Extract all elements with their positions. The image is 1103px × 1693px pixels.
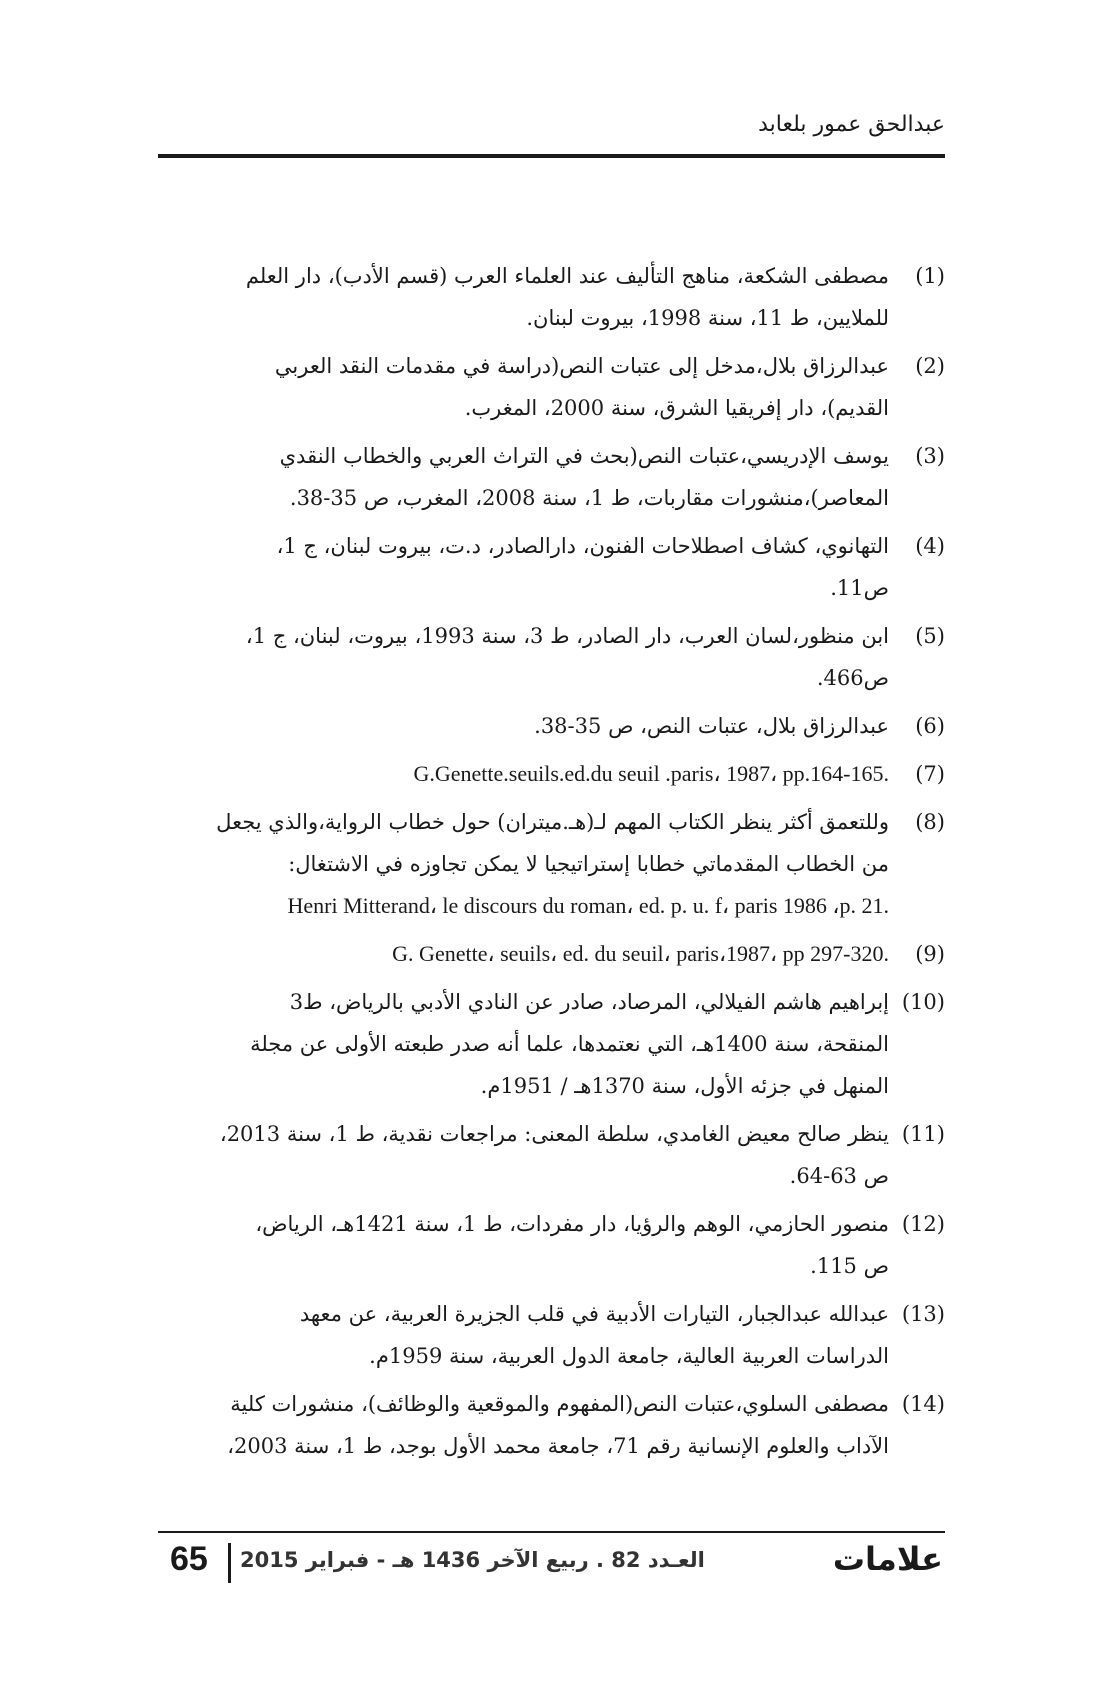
note-line-latin: Henri Mitterand، le discours du roman، ed. p. u. f، paris 1986 ،p. 21. — [287, 893, 889, 918]
note-13 — [158, 1293, 945, 1377]
note-line: المعاصر)،منشورات مقاربات، ط 1، سنة 2008، المغرب، ص 35-38. — [289, 486, 889, 510]
note-line: إبراهيم هاشم الفيلالي، المرصاد، صادر عن النادي الأدبي بالرياض، ط3 — [289, 990, 889, 1014]
note-line: منصور الحازمي، الوهم والرؤيا، دار مفردات، ط 1، سنة 1421هـ، الرياض، — [255, 1212, 889, 1236]
note-number: (14) — [901, 1392, 945, 1416]
note-line: عبدالله عبدالجبار، التيارات الأدبية في قلب الجزيرة العربية، عن معهد — [299, 1302, 889, 1326]
note-number: (11) — [901, 1122, 945, 1146]
note-line: ص 115. — [810, 1254, 889, 1278]
note-line: عبدالرزاق بلال،مدخل إلى عتبات النص(دراسة في مقدمات النقد العربي — [274, 354, 889, 378]
note-9 — [158, 933, 945, 975]
note-line: ص11. — [830, 576, 889, 600]
running-head-author: عبدالحق عمور بلعابد — [758, 112, 945, 137]
note-3 — [158, 435, 945, 519]
note-5 — [158, 615, 945, 699]
page-number: 65 — [170, 1540, 208, 1578]
note-1 — [158, 255, 945, 339]
note-7 — [158, 753, 945, 795]
header-rule — [158, 154, 945, 158]
footer-divider — [228, 1543, 231, 1583]
note-line: المنقحة، سنة 1400هـ، التي نعتمدها، علما أنه صدر طبعته الأولى عن مجلة — [250, 1032, 889, 1056]
note-line-latin: G.Genette.seuils.ed.du seuil .paris، 1987، pp.164-165. — [413, 761, 889, 786]
journal-logo: علامات — [832, 1540, 943, 1578]
note-number: (9) — [915, 942, 945, 966]
note-line-latin: G. Genette، seuils، ed. du seuil، paris،1987، pp 297-320. — [392, 941, 889, 966]
note-number: (5) — [915, 624, 945, 648]
note-line: للملايين، ط 11، سنة 1998، بيروت لبنان. — [526, 306, 889, 330]
note-number: (2) — [915, 354, 945, 378]
note-10 — [158, 981, 945, 1107]
note-line: التهانوي، كشاف اصطلاحات الفنون، دارالصادر، د.ت، بيروت لبنان، ج 1، — [276, 534, 889, 558]
note-line: مصطفى السلوي،عتبات النص(المفهوم والموقعية والوظائف)، منشورات كلية — [230, 1392, 889, 1416]
note-line: ص 63-64. — [789, 1164, 889, 1188]
note-number: (7) — [915, 762, 945, 786]
note-line: مصطفى الشكعة، مناهج التأليف عند العلماء العرب (قسم الأدب)، دار العلم — [245, 264, 889, 288]
note-line: الآداب والعلوم الإنسانية رقم 71، جامعة محمد الأول بوجد، ط 1، سنة 2003، — [227, 1434, 889, 1458]
issue-info: العـدد 82 . ربيع الآخر 1436 هـ - فبراير 2015 — [240, 1548, 705, 1572]
note-4 — [158, 525, 945, 609]
note-line: من الخطاب المقدماتي خطابا إستراتيجيا لا يمكن تجاوزه في الاشتغال: — [288, 852, 889, 876]
note-line: يوسف الإدريسي،عتبات النص(بحث في التراث العربي والخطاب النقدي — [279, 444, 889, 468]
note-line: عبدالرزاق بلال، عتبات النص، ص 35-38. — [534, 714, 889, 738]
note-line: وللتعمق أكثر ينظر الكتاب المهم لـ(هـ.ميتران) حول خطاب الرواية،والذي يجعل — [216, 810, 889, 834]
note-8 — [158, 801, 945, 927]
note-number: (6) — [915, 714, 945, 738]
note-number: (13) — [901, 1302, 945, 1326]
note-line: ص466. — [816, 666, 889, 690]
note-line: الدراسات العربية العالية، جامعة الدول العربية، سنة 1959م. — [369, 1344, 889, 1368]
note-2 — [158, 345, 945, 429]
note-11 — [158, 1113, 945, 1197]
note-number: (1) — [915, 264, 945, 288]
note-number: (4) — [915, 534, 945, 558]
note-number: (3) — [915, 444, 945, 468]
note-14 — [158, 1383, 945, 1467]
note-line: المنهل في جزئه الأول، سنة 1370هـ / 1951م. — [480, 1074, 889, 1098]
note-number: (12) — [901, 1212, 945, 1236]
note-number: (10) — [901, 990, 945, 1014]
endnotes-list — [158, 255, 945, 1473]
note-line: ابن منظور،لسان العرب، دار الصادر، ط 3، سنة 1993، بيروت، لبنان، ج 1، — [245, 624, 889, 648]
note-6 — [158, 705, 945, 747]
note-line: ينظر صالح معيض الغامدي، سلطة المعنى: مراجعات نقدية، ط 1، سنة 2013، — [219, 1122, 889, 1146]
note-12 — [158, 1203, 945, 1287]
note-line: القديم)، دار إفريقيا الشرق، سنة 2000، المغرب. — [464, 396, 889, 420]
footer-rule — [158, 1531, 945, 1533]
note-number: (8) — [915, 810, 945, 834]
